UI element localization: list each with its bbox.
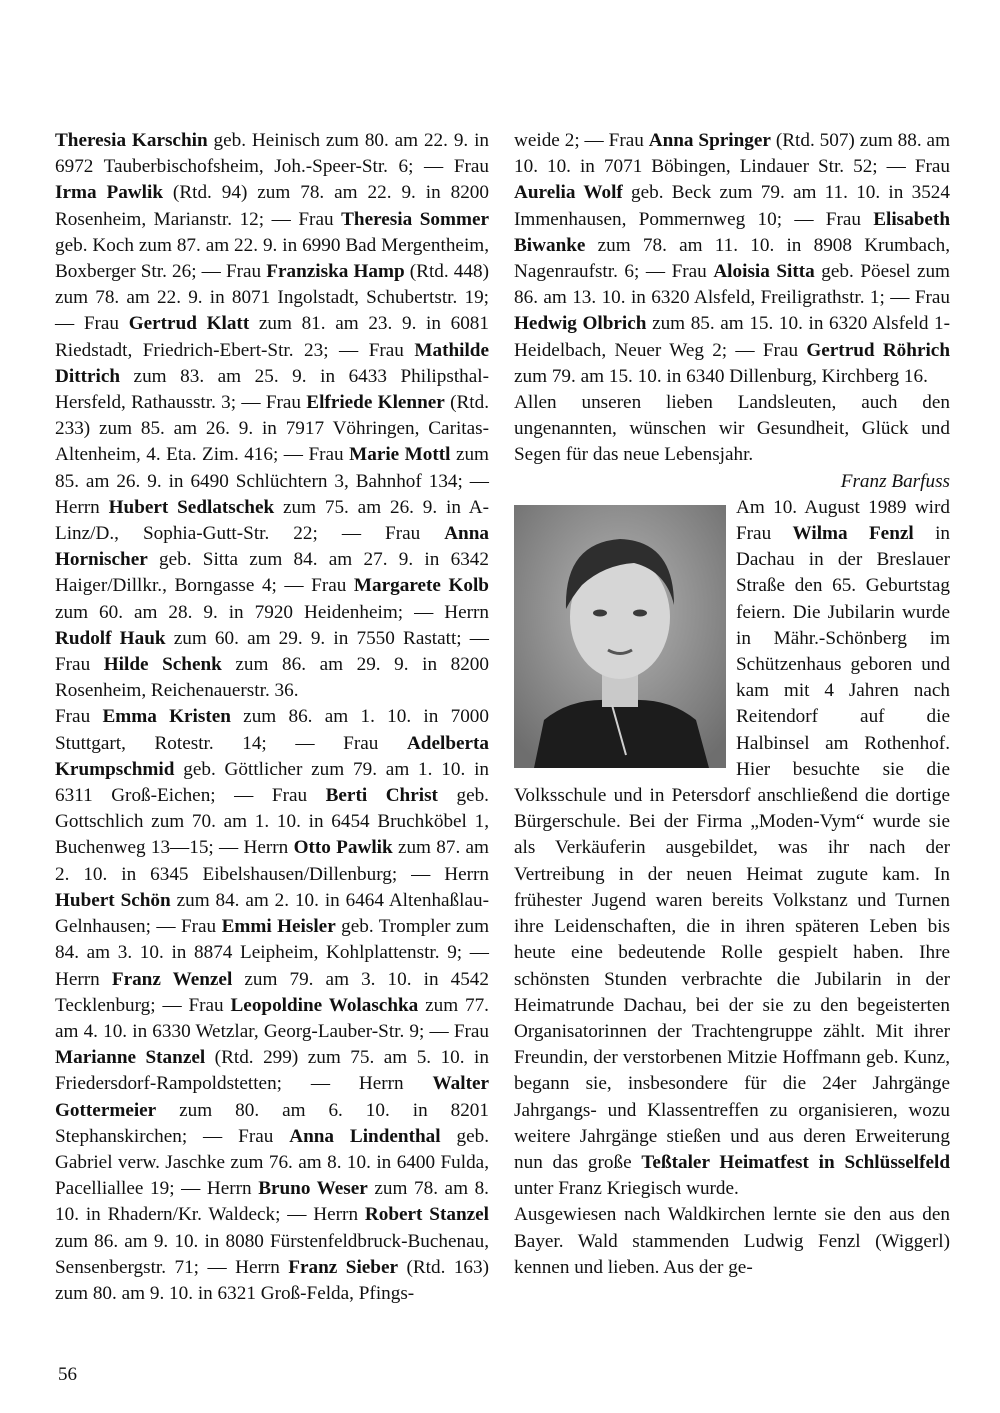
text-segment: Frau bbox=[55, 706, 103, 728]
page-number: 56 bbox=[58, 1364, 77, 1385]
person-name: Theresia Karschin bbox=[55, 130, 208, 151]
text-segment: zum 78. am 8. 10. in Rhadern/Kr. Waldeck; — Herrn bbox=[55, 1178, 489, 1226]
text-segment: zum 80. am 6. 10. in 8201 Stephanskirchen; — Frau bbox=[55, 1099, 489, 1147]
person-name: Walter Gottermeier bbox=[55, 1073, 489, 1121]
text-segment: (Rtd. 233) zum 85. am 26. 9. in 7917 Vöhringen, Caritas-Altenheim, 4. Eta. Zim. 416; — Frau bbox=[55, 392, 489, 466]
person-name: Hilde Schenk bbox=[103, 654, 222, 676]
person-name: Rudolf Hauk bbox=[55, 627, 166, 649]
person-name: Gertrud Röhrich bbox=[806, 339, 950, 361]
person-name: Gertrud Klatt bbox=[128, 313, 250, 335]
person-name: Margarete Kolb bbox=[353, 575, 489, 597]
person-name: Hubert Schön bbox=[55, 889, 171, 911]
person-name: Berti Christ bbox=[325, 785, 438, 807]
person-name: Adelberta Krumpschmid bbox=[55, 732, 489, 780]
text-segment: zum 86. am 1. 10. in 7000 Stuttgart, Rotestr. 14; — Frau bbox=[55, 706, 489, 754]
text-segment: Am 10. August 1989 wird Frau bbox=[736, 496, 950, 545]
person-name: Irma Pawlik bbox=[55, 182, 163, 204]
text-segment: zum 78. am 11. 10. in 8908 Krumbach, Nagenraufstr. 6; — Frau bbox=[514, 234, 950, 283]
birthday-article-continuation bbox=[514, 1202, 950, 1281]
text-segment: (Rtd. 299) zum 75. am 5. 10. in Friedersdorf-Rampoldstetten; — Herrn bbox=[55, 1047, 489, 1095]
person-name: Leopoldine Wolaschka bbox=[230, 994, 419, 1016]
text-segment: (Rtd. 163) zum 80. am 9. 10. in 6321 Groß-Felda, Pfings- bbox=[55, 1256, 489, 1304]
person-name: Emmi Heisler bbox=[221, 916, 336, 938]
person-name: Otto Pawlik bbox=[293, 837, 393, 859]
text-segment: geb. Pöesel zum 86. am 13. 10. in 6320 Alsfeld, Freiligrathstr. 1; — Frau bbox=[514, 261, 950, 309]
birthday-list-october bbox=[55, 704, 489, 1307]
text-segment: zum 85. am 26. 9. in 6490 Schlüchtern 3, Bahnhof 134; — Herrn bbox=[55, 444, 489, 518]
text-segment: weide 2; — Frau bbox=[514, 130, 649, 151]
person-name: Anna Springer bbox=[648, 130, 771, 151]
birthday-list-continuation bbox=[514, 128, 950, 390]
text-segment: geb. Koch zum 87. am 22. 9. in 6990 Bad Mergentheim, Boxberger Str. 26; — Frau bbox=[55, 234, 489, 283]
text-segment: zum 85. am 15. 10. in 6320 Alsfeld 1-Heidelbach, Neuer Weg 2; — Frau bbox=[514, 313, 951, 361]
text-segment: zum 86. am 29. 9. in 8200 Rosenheim, Reichenauerstr. 36. bbox=[55, 654, 489, 702]
text-segment: geb. Göttlicher zum 79. am 1. 10. in 6311 Groß-Eichen; — Frau bbox=[55, 758, 489, 807]
text-segment: (Rtd. 507) zum 88. am 10. 10. in 7071 Böbingen, Lindauer Str. 52; — Frau bbox=[514, 130, 950, 178]
text-segment: zum 83. am 25. 9. in 6433 Philipsthal-Hersfeld, Rathausstr. 3; — Frau bbox=[55, 365, 489, 414]
person-name: Bruno Weser bbox=[258, 1178, 368, 1200]
text-segment: zum 79. am 3. 10. in 4542 Tecklenburg; — Frau bbox=[55, 968, 489, 1016]
text-segment: zum 60. am 29. 9. in 7550 Rastatt; — Frau bbox=[55, 627, 489, 676]
left-column bbox=[55, 128, 489, 1307]
text-segment: geb. Gottschlich zum 70. am 1. 10. in 6454 Bruchköbel 1, Buchenweg 13—15; — Herrn bbox=[55, 785, 489, 859]
text-segment: zum 77. am 4. 10. in 6330 Wetzlar, Georg-Lauber-Str. 9; — Frau bbox=[55, 994, 489, 1042]
person-name: Robert Stanzel bbox=[364, 1204, 489, 1226]
person-name: Elfriede Klenner bbox=[306, 392, 445, 414]
person-name: Aloisia Sitta bbox=[713, 261, 815, 283]
text-segment: geb. Trompler zum 84. am 3. 10. in 8874 Leipheim, Kohlplattenstr. 9; — Herrn bbox=[55, 916, 489, 990]
person-name: Franziska Hamp bbox=[266, 261, 405, 283]
text-segment: zum 86. am 9. 10. in 8080 Fürstenfeldbruck-Buchenau, Sensenbergstr. 71; — Herrn bbox=[55, 1230, 489, 1278]
text-segment: zum 79. am 15. 10. in 6340 Dillenburg, Kirchberg 16. bbox=[514, 365, 928, 387]
portrait-photo bbox=[514, 505, 726, 768]
text-segment: geb. Heinisch zum 80. am 22. 9. in 6972 Tauberbischofsheim, Joh.-Speer-Str. 6; — Frau bbox=[55, 130, 489, 178]
person-name: Anna Lindenthal bbox=[289, 1125, 441, 1147]
text-segment: unter Franz Kriegisch wurde. bbox=[514, 1178, 739, 1200]
person-name: Aurelia Wolf bbox=[514, 182, 623, 204]
person-name: Hubert Sedlatschek bbox=[108, 496, 275, 518]
person-name: Emma Kristen bbox=[102, 706, 231, 728]
text-segment: geb. Sitta zum 84. am 27. 9. in 6342 Haiger/Dillkr., Borngasse 4; — Frau bbox=[55, 549, 489, 597]
text-segment: (Rtd. 448) zum 78. am 22. 9. in 8071 Ingolstadt, Schubertstr. 19; — Frau bbox=[55, 261, 489, 335]
closing-wishes: Allen unseren lieben Landsleuten, auch den ungenannten, wünschen wir Gesundheit, Glück und Segen für das neue Lebensjahr. bbox=[514, 392, 950, 466]
text-segment: zum 75. am 26. 9. in A-Linz/D., Sophia-Gutt-Str. 22; — Frau bbox=[55, 496, 489, 545]
person-name: Marianne Stanzel bbox=[55, 1047, 206, 1069]
person-name: Anna Hornischer bbox=[55, 523, 489, 571]
person-name: Theresia Sommer bbox=[341, 208, 490, 230]
birthday-list-september bbox=[55, 128, 489, 704]
right-column bbox=[514, 128, 950, 1281]
author-signature: Franz Barfuss bbox=[840, 470, 950, 492]
person-name: Teßtaler Heimatfest in Schlüsselfeld bbox=[641, 1151, 951, 1173]
person-name: Hedwig Olbrich bbox=[514, 313, 647, 335]
person-name: Wilma Fenzl bbox=[792, 523, 914, 545]
person-name: Franz Sieber bbox=[288, 1256, 398, 1278]
person-name: Marie Mottl bbox=[349, 444, 451, 466]
text-segment: zum 60. am 28. 9. in 7920 Heidenheim; — Herrn bbox=[55, 601, 489, 623]
text-segment: in Dachau in der Breslauer Straße den 65. Geburtstag feiern. Die Jubilarin wurde in Mähr.-Schönberg im Schützenhaus geboren und kam mit 4 Jahren nach Reitendorf auf die Halbinsel am Rothenhof. Hier besuchte sie die Volksschule und in Petersdorf anschließend die dortige Bürgerschule. Bei der Firma „Moden-Vym“ wurde sie als Verkäuferin ausgebildet, was ihr nach der Vertreibung in der neuen Heimat zugute kam. In frühester Jugend waren bereits Volkstanz und Turnen ihre Leidenschaften, die in ihren späteren Leben bis heute eine bedeutende Rolle gespielt haben. Ihre schönsten Stunden verbrachte die Jubilarin in der Heimatrunde Dachau, bei der sie zu den begeisterten Organisatorinnen der Trachtengruppe zählt. Mit ihrer Freundin, der verstorbenen Mitzie Hoffmann geb. Kunz, begann sie, insbesondere für die 24er Jahrgänge Jahrgangs- und Klassentreffen zu organisieren, wozu weitere Jahrgänge stießen und aus deren Erweiterung nun das große bbox=[514, 523, 950, 1173]
text-segment: geb. Beck zum 79. am 11. 10. in 3524 Immenhausen, Pommernweg 10; — Frau bbox=[514, 182, 950, 230]
text-segment: geb. Gabriel verw. Jaschke zum 76. am 8. 10. in 6400 Fulda, Pacelliallee 19; — Herrn bbox=[55, 1125, 489, 1200]
person-name: Mathilde Dittrich bbox=[55, 339, 489, 387]
text-segment: (Rtd. 94) zum 78. am 22. 9. in 8200 Rosenheim, Marianstr. 12; — Frau bbox=[55, 182, 489, 230]
person-name: Franz Wenzel bbox=[111, 968, 233, 990]
text-segment: Ausgewiesen nach Waldkirchen lernte sie den aus den Bayer. Wald stammenden Ludwig Fenzl (Wiggerl) kennen und lieben. Aus der ge- bbox=[514, 1204, 950, 1278]
text-segment: zum 81. am 23. 9. in 6081 Riedstadt, Friedrich-Ebert-Str. 23; — Frau bbox=[55, 313, 489, 361]
person-name: Elisabeth Biwanke bbox=[514, 208, 950, 256]
text-segment: zum 84. am 2. 10. in 6464 Altenhaßlau-Gelnhausen; — Frau bbox=[55, 889, 489, 938]
text-segment: zum 87. am 2. 10. in 6345 Eibelshausen/Dillenburg; — Herrn bbox=[55, 837, 489, 885]
